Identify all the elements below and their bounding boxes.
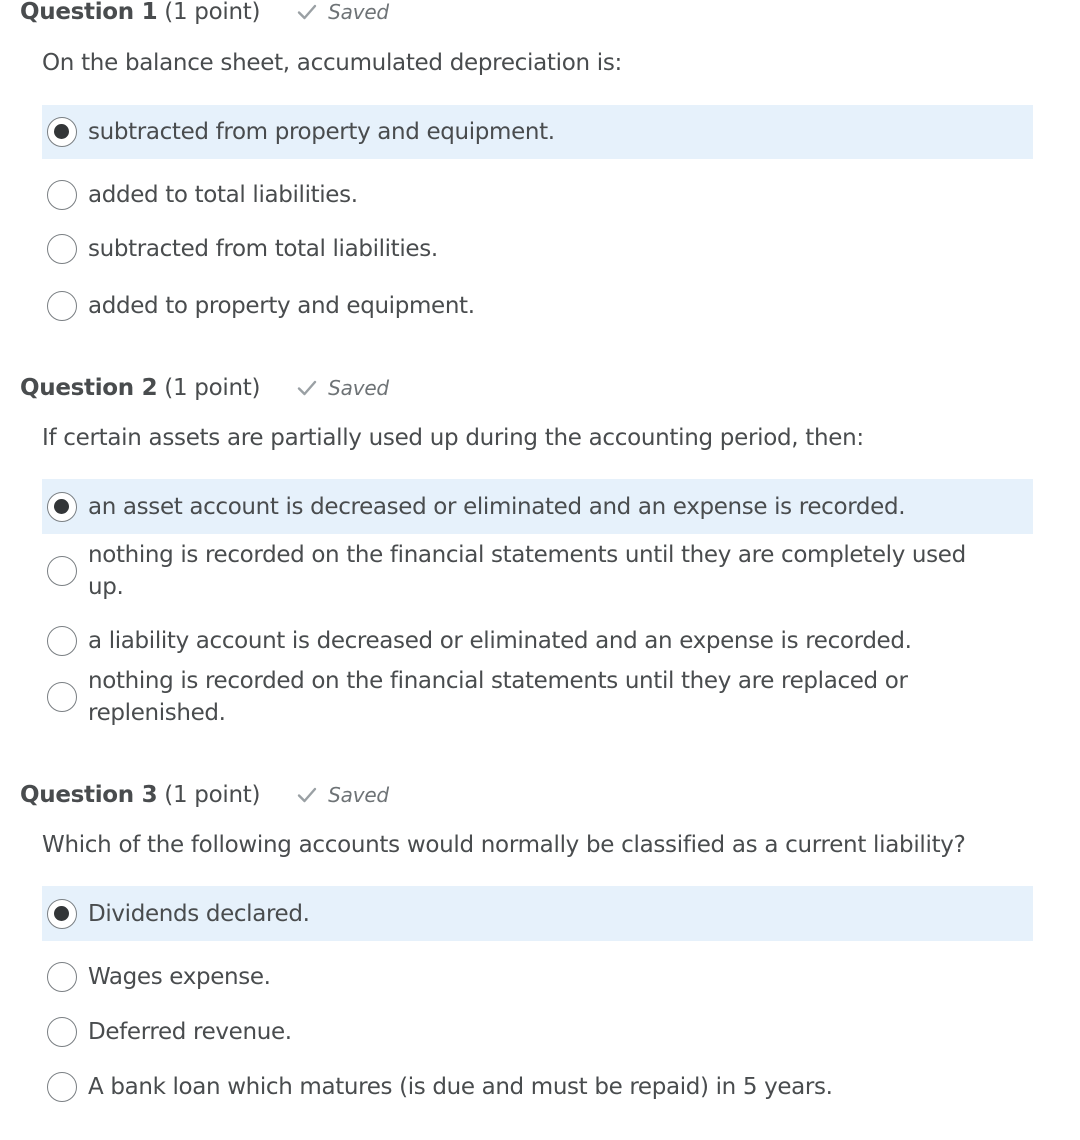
answer-label: added to property and equipment.: [88, 293, 475, 319]
answer-label: Dividends declared.: [88, 900, 310, 927]
answer-option[interactable]: [42, 279, 1033, 333]
question-header: [20, 781, 389, 809]
answer-option[interactable]: [42, 950, 1033, 1004]
saved-status: [296, 783, 389, 807]
answer-option[interactable]: [42, 105, 1033, 159]
radio-unchecked-icon[interactable]: [47, 1017, 77, 1047]
answer-option[interactable]: [42, 168, 1033, 222]
question-points: (1 point): [164, 375, 261, 401]
radio-checked-icon[interactable]: [47, 492, 77, 522]
answer-option[interactable]: [42, 886, 1033, 941]
radio-unchecked-icon[interactable]: [47, 234, 77, 264]
question-title: Question 1: [20, 0, 158, 25]
question-text: On the balance sheet, accumulated depreciation is:: [42, 50, 622, 76]
answer-label: Wages expense.: [88, 964, 271, 990]
question-header: [20, 0, 389, 26]
radio-unchecked-icon[interactable]: [47, 682, 77, 712]
question-title: Question 2: [20, 375, 158, 401]
question-title: Question 3: [20, 782, 158, 808]
answer-option[interactable]: [42, 664, 1033, 730]
answer-option[interactable]: [42, 479, 1033, 534]
check-icon: [296, 377, 318, 399]
radio-unchecked-icon[interactable]: [47, 626, 77, 656]
check-icon: [296, 1, 318, 23]
answer-label: A bank loan which matures (is due and must be repaid) in 5 years.: [88, 1074, 833, 1100]
question-points: (1 point): [164, 782, 261, 808]
radio-unchecked-icon[interactable]: [47, 556, 77, 586]
radio-checked-icon[interactable]: [47, 117, 77, 147]
answer-option[interactable]: [42, 1005, 1033, 1059]
saved-status: [296, 376, 389, 400]
answer-option[interactable]: [42, 538, 1033, 604]
question-points: (1 point): [164, 0, 261, 25]
saved-status: [296, 0, 389, 24]
answer-label: Deferred revenue.: [88, 1019, 292, 1045]
answer-option[interactable]: [42, 1060, 1033, 1114]
answer-label: a liability account is decreased or eliminated and an expense is recorded.: [88, 628, 912, 654]
answer-label: nothing is recorded on the financial statements until they are completely used up.: [88, 542, 966, 600]
question-text: Which of the following accounts would normally be classified as a current liability?: [42, 832, 966, 858]
question-text: If certain assets are partially used up during the accounting period, then:: [42, 425, 864, 451]
answer-label: subtracted from total liabilities.: [88, 236, 438, 262]
saved-text: Saved: [328, 783, 389, 807]
saved-text: Saved: [328, 0, 389, 24]
radio-unchecked-icon[interactable]: [47, 291, 77, 321]
radio-unchecked-icon[interactable]: [47, 1072, 77, 1102]
check-icon: [296, 784, 318, 806]
answer-label: an asset account is decreased or eliminated and an expense is recorded.: [88, 493, 906, 520]
answer-option[interactable]: [42, 222, 1033, 276]
answer-label: nothing is recorded on the financial statements until they are replaced or replenished.: [88, 668, 908, 726]
radio-unchecked-icon[interactable]: [47, 180, 77, 210]
saved-text: Saved: [328, 376, 389, 400]
answer-option[interactable]: [42, 614, 1033, 668]
radio-checked-icon[interactable]: [47, 899, 77, 929]
answer-label: added to total liabilities.: [88, 182, 358, 208]
question-header: [20, 374, 389, 402]
answer-label: subtracted from property and equipment.: [88, 119, 555, 145]
radio-unchecked-icon[interactable]: [47, 962, 77, 992]
